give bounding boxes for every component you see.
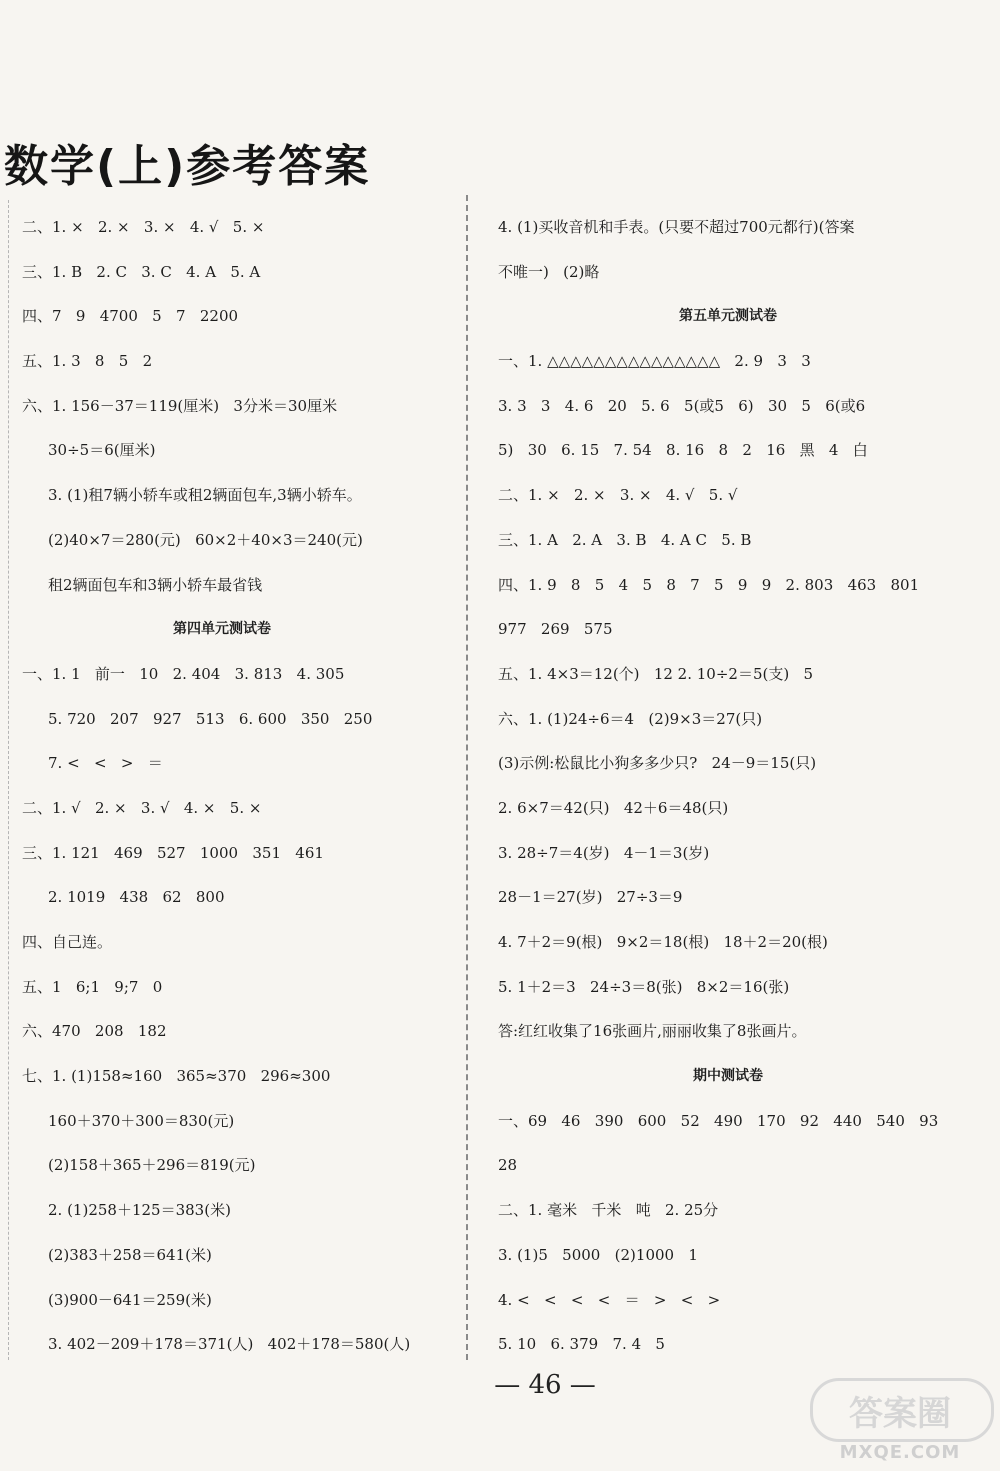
answer-line: 977 269 575 [498, 620, 613, 639]
section-heading: 第五单元测试卷 [679, 308, 777, 325]
answer-line: 4. 7＋2＝9(根) 9×2＝18(根) 18＋2＝20(根) [498, 933, 828, 951]
right-column [498, 205, 958, 1367]
answer-line: 六、1. (1)24÷6＝4 (2)9×3＝27(只) [498, 709, 763, 728]
answer-line: 三、1. 121 469 527 1000 351 461 [22, 843, 324, 862]
answer-line: (2)40×7＝280(元) 60×2＋40×3＝240(元) [48, 530, 363, 549]
answer-line: 七、1. (1)158≈160 365≈370 296≈300 [22, 1067, 331, 1086]
answer-line: 5) 30 6. 15 7. 54 8. 16 8 2 16 黑 4 白 [498, 441, 868, 460]
answer-line: 五、1. 3 8 5 2 [22, 352, 153, 371]
answer-line: 一、1. △△△△△△△△△△△△△△△ 2. 9 3 3 [498, 352, 811, 371]
answer-line: 五、1 6;1 9;7 0 [22, 977, 163, 996]
page-title: 数学(上)参考答案 [4, 141, 371, 192]
answer-line: 2. 1019 438 62 800 [48, 888, 225, 907]
answer-line: (3)900－641＝259(米) [48, 1290, 212, 1309]
answer-line: 二、1. √ 2. × 3. √ 4. × 5. × [22, 798, 262, 817]
answer-line: 5. 720 207 927 513 6. 600 350 250 [48, 709, 373, 728]
answer-line: 二、1. × 2. × 3. × 4. √ 5. × [22, 218, 265, 236]
answer-line: 2. (1)258＋125＝383(米) [48, 1201, 231, 1220]
answer-line: 4. < < < < ＝ > < > [498, 1290, 721, 1309]
page-number: — 46 — [494, 1370, 596, 1400]
answer-line: (2)383＋258＝641(米) [48, 1245, 212, 1264]
answer-line: 四、自己连。 [22, 933, 113, 951]
answer-line: 5. 1＋2＝3 24÷3＝8(张) 8×2＝16(张) [498, 977, 790, 996]
watermark-glyph: 答案圈 [849, 1394, 951, 1434]
answer-line: 3. 3 3 4. 6 20 5. 6 5(或5 6) 30 5 6(或6 [498, 396, 866, 415]
section-heading: 第四单元测试卷 [173, 621, 271, 638]
answer-line: (2)158＋365＋296＝819(元) [48, 1156, 256, 1175]
answer-line: 一、1. 1 前一 10 2. 404 3. 813 4. 305 [22, 664, 345, 683]
answer-line: 三、1. B 2. C 3. C 4. A 5. A [22, 262, 261, 281]
answer-line: 30÷5＝6(厘米) [48, 441, 156, 460]
answer-line: 28－1＝27(岁) 27÷3＝9 [498, 888, 683, 907]
answer-line: 六、1. 156－37＝119(厘米) 3分米＝30厘米 [22, 396, 338, 415]
answer-line: 不唯一) (2)略 [498, 262, 600, 281]
section-heading: 期中测试卷 [693, 1068, 763, 1085]
answer-line: 3. (1)5 5000 (2)1000 1 [498, 1245, 698, 1264]
answer-line: 28 [498, 1156, 518, 1175]
watermark-text: MXQE.COM [839, 1442, 961, 1463]
left-column [22, 205, 442, 1367]
answer-line: 六、470 208 182 [22, 1022, 167, 1041]
left-margin-dashed-line [8, 200, 9, 1360]
answer-line: 3. (1)租7辆小轿车或租2辆面包车,3辆小轿车。 [48, 486, 362, 505]
answer-line: 二、1. 毫米 千米 吨 2. 25分 [498, 1201, 719, 1220]
answer-line: 三、1. A 2. A 3. B 4. A C 5. B [498, 530, 752, 549]
column-divider [466, 195, 468, 1360]
answer-line: 二、1. × 2. × 3. × 4. √ 5. √ [498, 486, 738, 505]
answer-line: 四、1. 9 8 5 4 5 8 7 5 9 9 2. 803 463 801 [498, 575, 920, 594]
answer-line: 5. 10 6. 379 7. 4 5 [498, 1335, 665, 1354]
answer-line: 租2辆面包车和3辆小轿车最省钱 [48, 575, 263, 594]
answer-line: 答:红红收集了16张画片,丽丽收集了8张画片。 [498, 1022, 807, 1041]
answer-line: 五、1. 4×3＝12(个) 12 2. 10÷2＝5(支) 5 [498, 664, 814, 683]
answer-line: 四、7 9 4700 5 7 2200 [22, 307, 239, 326]
answer-line: (3)示例:松鼠比小狗多多少只? 24－9＝15(只) [498, 754, 817, 773]
answer-line: 一、69 46 390 600 52 490 170 92 440 540 93 [498, 1111, 939, 1130]
answer-line: 2. 6×7＝42(只) 42＋6＝48(只) [498, 798, 729, 817]
answer-line: 7. < < > ＝ [48, 754, 163, 773]
watermark-logo [810, 1378, 990, 1468]
answer-line: 3. 28÷7＝4(岁) 4－1＝3(岁) [498, 843, 710, 862]
answer-line: 160＋370＋300＝830(元) [48, 1111, 235, 1130]
answer-line: 3. 402－209＋178＝371(人) 402＋178＝580(人) [48, 1335, 411, 1354]
answer-line: 4. (1)买收音机和手表。(只要不超过700元都行)(答案 [498, 218, 855, 236]
